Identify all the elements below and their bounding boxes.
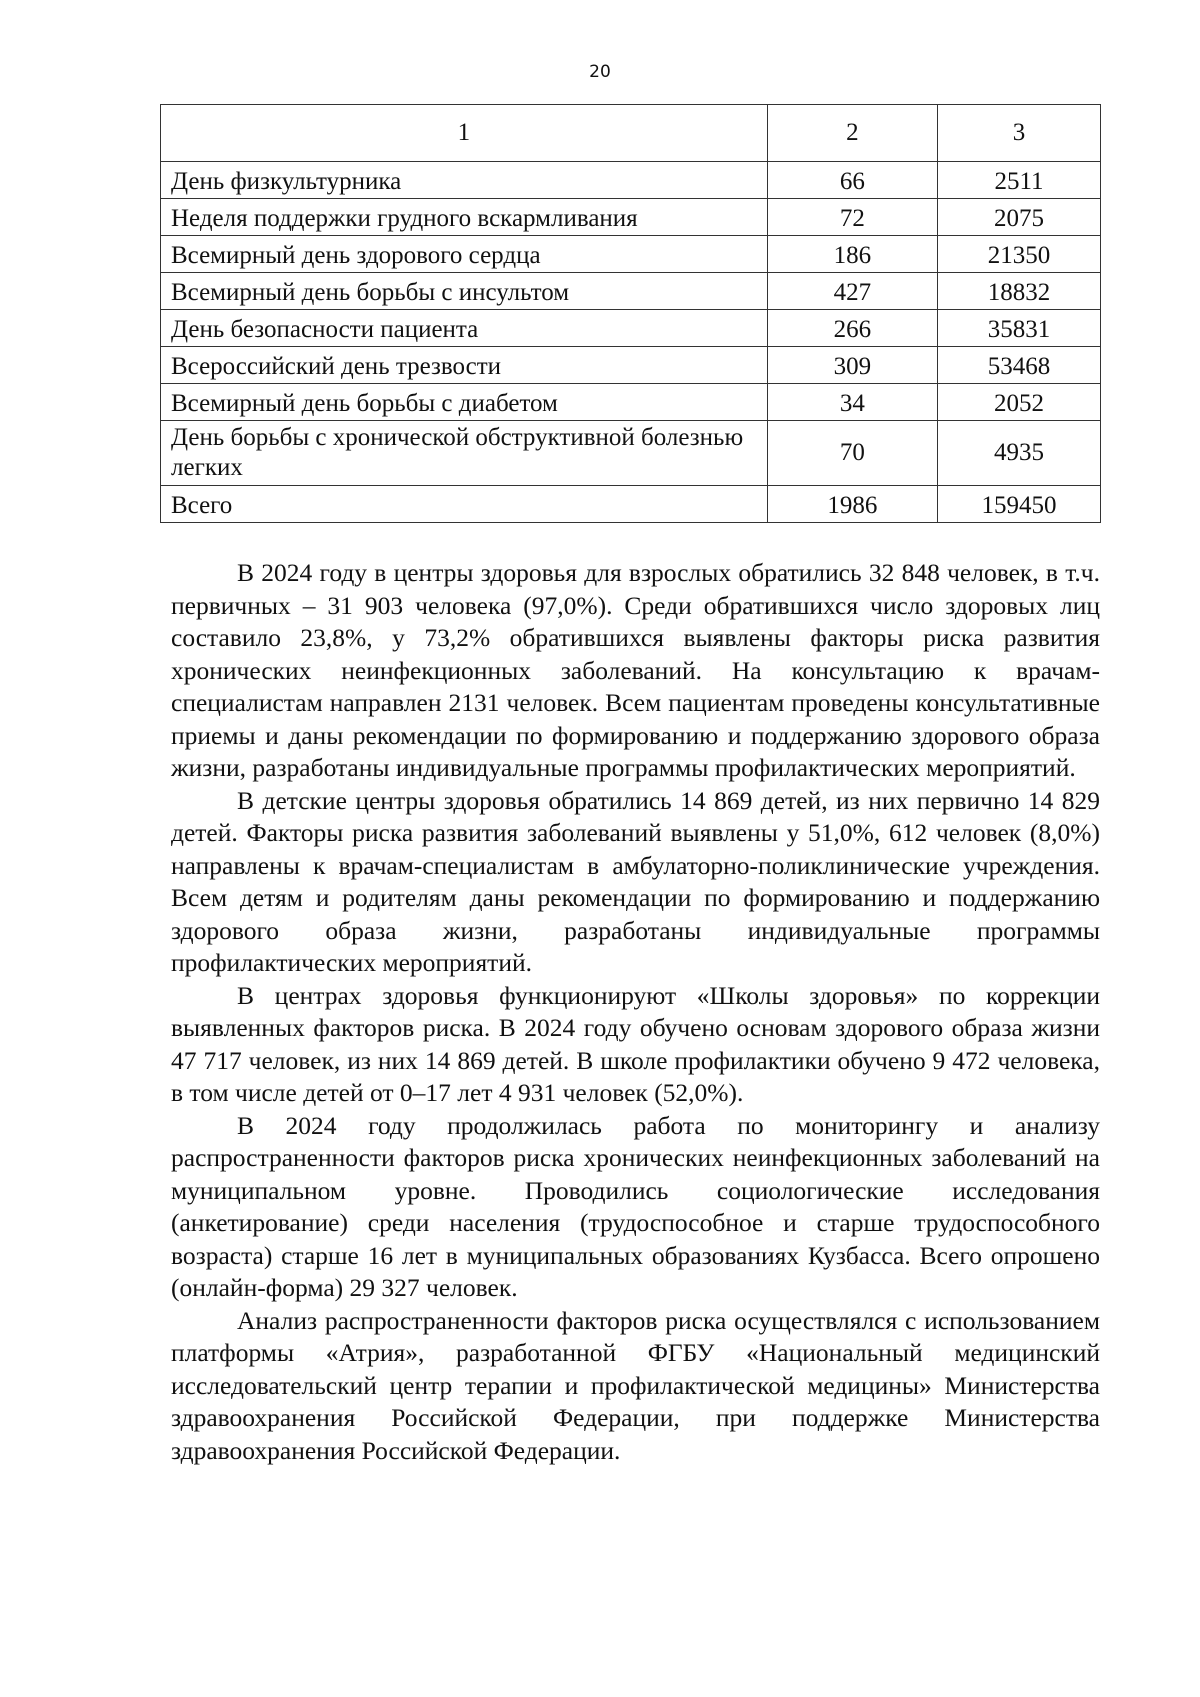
participants-cell: 18832	[937, 273, 1100, 310]
participants-cell: 53468	[937, 347, 1100, 384]
page-number: 20	[589, 62, 611, 82]
participants-cell: 2075	[937, 199, 1100, 236]
paragraph-health-schools: В центрах здоровья функционируют «Школы здоровья» по коррекции выявленных факторов риска. В 2024 году обучено основам здорового образа жизни 47 717 человек, из них 14 869 детей. В школе профилактики обучено 9 472 человека, в том числе детей от 0–17 лет 4 931 человек (52,0%).	[171, 980, 1100, 1107]
participants-cell: 35831	[937, 310, 1100, 347]
event-name-cell: День безопасности пациента	[161, 310, 768, 347]
header-cell-3: 3	[937, 105, 1100, 162]
event-name-cell: День физкультурника	[161, 162, 768, 199]
count-cell: 186	[767, 236, 937, 273]
participants-cell: 4935	[937, 421, 1100, 486]
event-name-cell: Неделя поддержки грудного вскармливания	[161, 199, 768, 236]
header-cell-2: 2	[767, 105, 937, 162]
table-row	[161, 384, 1101, 421]
event-name-cell: День борьбы с хронической обструктивной болезнью легких	[161, 421, 768, 486]
count-cell: 70	[767, 421, 937, 486]
count-cell: 72	[767, 199, 937, 236]
count-cell: 66	[767, 162, 937, 199]
total-count-cell: 1986	[767, 486, 937, 523]
table-row	[161, 421, 1101, 486]
participants-cell: 21350	[937, 236, 1100, 273]
participants-cell: 2511	[937, 162, 1100, 199]
total-label-cell: Всего	[161, 486, 768, 523]
count-cell: 309	[767, 347, 937, 384]
table-row	[161, 273, 1101, 310]
table-row	[161, 347, 1101, 384]
events-table	[160, 104, 1101, 523]
event-name-cell: Всероссийский день трезвости	[161, 347, 768, 384]
table-total-row	[161, 486, 1101, 523]
paragraph-adult-centers: В 2024 году в центры здоровья для взрослых обратились 32 848 человек, в т.ч. первичных – 31 903 человека (97,0%). Среди обратившихся число здоровых лиц составило 23,8%, у 73,2% обратившихся выявлены факторы риска развития хронических неинфекционных заболеваний. На консультацию к врачам-специалистам направлен 2131 человек. Всем пациентам проведены консультативные приемы и даны рекомендации по формированию и поддержанию здорового образа жизни, разработаны индивидуальные программы профилактических мероприятий.	[171, 558, 1100, 782]
event-name-cell: Всемирный день борьбы с инсультом	[161, 273, 768, 310]
event-name-cell: Всемирный день борьбы с диабетом	[161, 384, 768, 421]
paragraph-children-centers: В детские центры здоровья обратились 14 869 детей, из них первично 14 829 детей. Факторы риска развития заболеваний выявлены у 51,0%, 612 человек (8,0%) направлены к врачам-специалистам в амбулаторно-поликлинические учреждения. Всем детям и родителям даны рекомендации по формированию и поддержанию здорового образа жизни, разработаны индивидуальные программы профилактических мероприятий.	[171, 785, 1100, 977]
table-row	[161, 310, 1101, 347]
count-cell: 266	[767, 310, 937, 347]
table-row	[161, 162, 1101, 199]
header-cell-1: 1	[161, 105, 768, 162]
paragraph-monitoring: В 2024 году продолжилась работа по мониторингу и анализу распространенности факторов риска хронических неинфекционных заболеваний на муниципальном уровне. Проводились социологические исследования (анкетирование) среди населения (трудоспособное и старше трудоспособного возраста) старше 16 лет в муниципальных образованиях Кузбасса. Всего опрошено (онлайн-форма) 29 327 человек.	[171, 1110, 1100, 1302]
table-header-row	[161, 105, 1101, 162]
paragraph-atria-platform: Анализ распространенности факторов риска осуществлялся с использованием платформы «Атрия», разработанной ФГБУ «Национальный медицинский исследовательский центр терапии и профилактической медицины» Министерства здравоохранения Российской Федерации, при поддержке Министерства здравоохранения Российской Федерации.	[171, 1305, 1100, 1465]
count-cell: 427	[767, 273, 937, 310]
table-row	[161, 199, 1101, 236]
table-row	[161, 236, 1101, 273]
participants-cell: 2052	[937, 384, 1100, 421]
body-text	[171, 557, 1100, 1467]
count-cell: 34	[767, 384, 937, 421]
total-participants-cell: 159450	[937, 486, 1100, 523]
event-name-cell: Всемирный день здорового сердца	[161, 236, 768, 273]
